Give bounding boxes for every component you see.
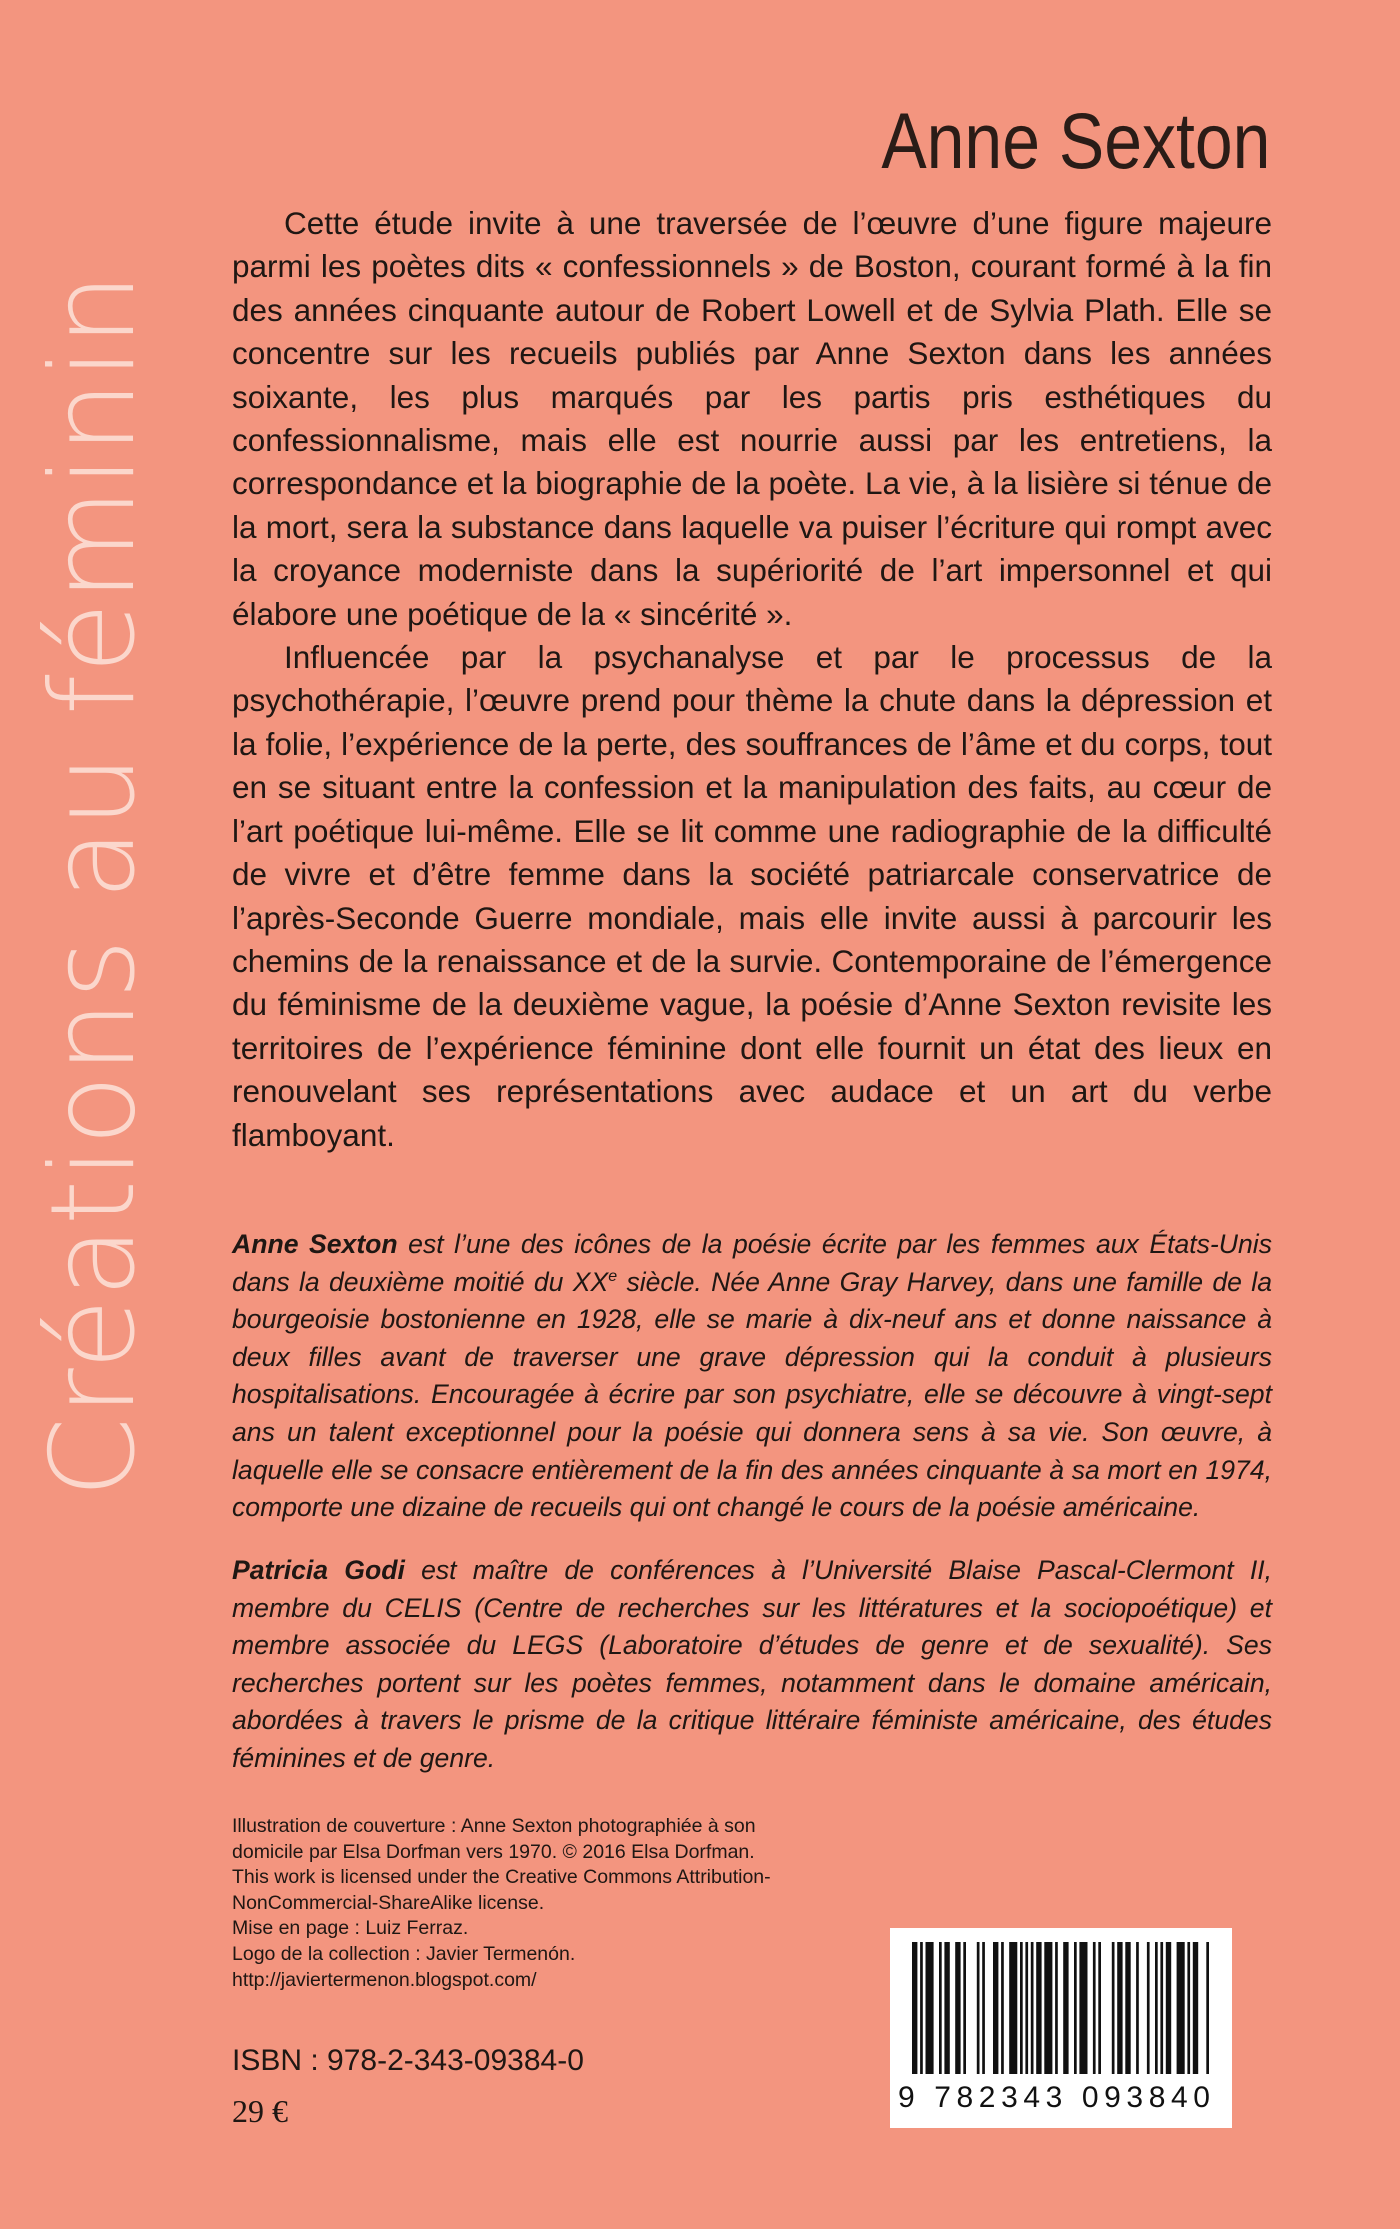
credit-line: Illustration de couverture : Anne Sexton photographiée à son bbox=[232, 1815, 756, 1837]
barcode-bars-icon bbox=[912, 1942, 1210, 2080]
barcode bbox=[890, 1928, 1232, 2128]
author-bio-godi bbox=[232, 1552, 1272, 1778]
bio-sexton-text-1: est l’une des icônes de la poésie écrite par les femmes aux États-Unis dans la deuxième moitié du XX bbox=[232, 1229, 1272, 1297]
synopsis bbox=[232, 202, 1272, 1157]
collection-title-text: Créations au féminin bbox=[26, 271, 161, 1498]
bio-godi-text: est maître de conférences à l’Université Blaise Pascal-Clermont II, membre du CELIS (Centre de recherches sur les littératures et la sociopoétique) et membre associée du LEGS (Laboratoire d’études de genre et de sexualité). Ses recherches portent sur les poètes femmes, notamment dans le domaine américain, abordées à travers le prisme de la critique littéraire féministe américaine, des études féminines et de genre. bbox=[232, 1555, 1272, 1773]
credit-line: NonCommercial-ShareAlike license. bbox=[232, 1891, 545, 1914]
credits-block bbox=[232, 1814, 872, 1993]
century-superscript: e bbox=[608, 1267, 618, 1285]
collection-title-vertical bbox=[8, 78, 180, 1498]
synopsis-paragraph-1: Cette étude invite à une traversée de l’œuvre d’une figure majeure parmi les poètes dits « confessionnels » de Boston, courant formé à la fin des années cinquante autour de Robert Lowell et de Sylvia Plath. Elle se concentre sur les recueils publiés par Anne Sexton dans les années soixante, les plus marqués par les partis pris esthétiques du confessionnalisme, mais elle est nourrie aussi par les entretiens, la correspondance et la biographie de la poète. La vie, à la lisière si ténue de la mort, sera la substance dans laquelle va puiser l’écriture qui rompt avec la croyance moderniste dans la supériorité de l’art impersonnel et qui élabore une poétique de la « sincérité ». bbox=[232, 205, 1272, 632]
credit-link: http://javiertermenon.blogspot.com/ bbox=[232, 1968, 537, 1991]
bio-sexton-text-2: siècle. Née Anne Gray Harvey, dans une famille de la bourgeoisie bostonienne en 1928, elle se marie à dix-neuf ans et donne naissance à deux filles avant de traverser une grave dépression qui la conduit à plusieurs hospitalisations. Encouragée à écrire par son psychiatre, elle se découvre à vingt-sept ans un talent exceptionnel pour la poésie qui donnera sens à sa vie. Son œuvre, à laquelle elle se consacre entièrement de la fin des années cinquante à sa mort en 1974, comporte une dizaine de recueils qui ont changé le cours de la poésie américaine. bbox=[232, 1266, 1272, 1523]
isbn: ISBN : 978-2-343-09384-0 bbox=[232, 2044, 584, 2077]
credit-line: Mise en page : Luiz Ferraz. bbox=[232, 1917, 469, 1940]
price: 29 € bbox=[232, 2093, 288, 2129]
credit-line: domicile par Elsa Dorfman vers 1970. © 2016 Elsa Dorfman. bbox=[232, 1840, 755, 1863]
credit-line: Logo de la collection : Javier Termenón. bbox=[232, 1942, 576, 1965]
author-name-godi: Patricia Godi bbox=[232, 1555, 405, 1585]
author-name-sexton: Anne Sexton bbox=[232, 1229, 398, 1259]
credit-line: This work is licensed under the Creative Commons Attribution- bbox=[232, 1866, 771, 1889]
synopsis-paragraph-2: Influencée par la psychanalyse et par le processus de la psychothérapie, l’œuvre prend pour thème la chute dans la dépression et la folie, l’expérience de la perte, des souffrances de l’âme et du corps, tout en se situant entre la confession et la manipulation des faits, au cœur de l’art poétique lui-même. Elle se lit comme une radiographie de la difficulté de vivre et d’être femme dans la société patriarcale conservatrice de l’après-Seconde Guerre mondiale, mais elle invite aussi à parcourir les chemins de la renaissance et de la survie. Contemporaine de l’émergence du féminisme de la deuxième vague, la poésie d’Anne Sexton revisite les territoires de l’expérience féminine dont elle fournit un état des lieux en renouvelant ses représentations avec audace et un art du verbe flamboyant. bbox=[232, 639, 1272, 1153]
author-bio-sexton bbox=[232, 1226, 1272, 1527]
barcode-digits: 9 782343 093840 bbox=[898, 2081, 1216, 2114]
book-title: Anne Sexton bbox=[880, 96, 1270, 185]
